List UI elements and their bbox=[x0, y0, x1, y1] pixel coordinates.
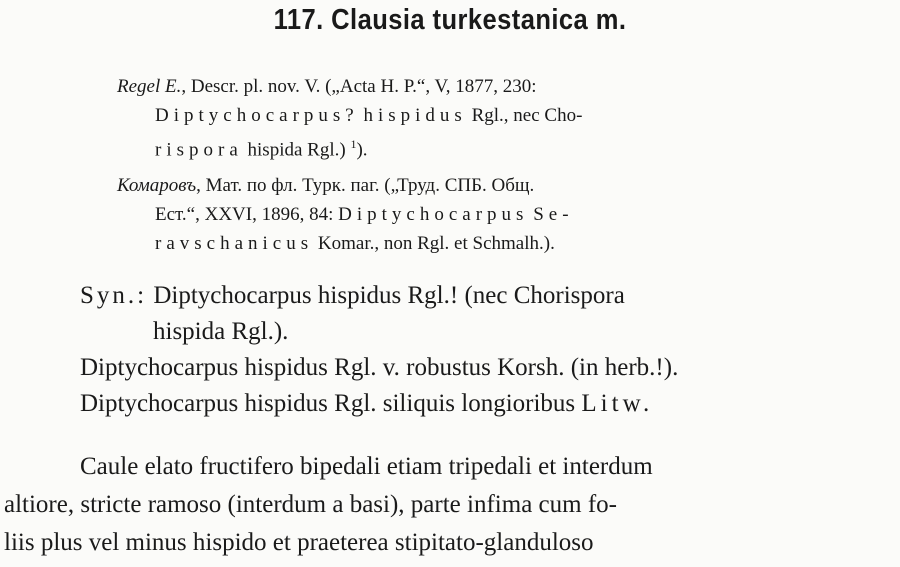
reference-komarov-line-2 bbox=[117, 200, 574, 229]
species-name: Se- bbox=[533, 204, 574, 225]
reference-komarov-line-1 bbox=[117, 171, 574, 200]
reference-regel-line-2 bbox=[117, 101, 582, 130]
synonym-author: Litw. bbox=[581, 390, 654, 417]
reference-regel-line-1 bbox=[117, 72, 582, 101]
reference-regel-line-3 bbox=[117, 130, 582, 159]
reference-author: Комаровъ bbox=[117, 175, 197, 196]
footnote-marker: 1 bbox=[350, 137, 357, 151]
species-name: ravschanicus bbox=[155, 233, 314, 254]
genus-name: Diptychocarpus bbox=[338, 204, 529, 225]
description-paragraph bbox=[4, 448, 894, 562]
synonym-line-3: Diptychocarpus hispidus Rgl. v. robustus Korsh. (in herb.!). bbox=[80, 354, 679, 381]
reference-komarov bbox=[117, 171, 574, 258]
synonyms-label: Syn.: bbox=[80, 282, 148, 309]
synonym-line-1 bbox=[80, 278, 678, 314]
species-heading: 117. Clausia turkestanica m. bbox=[273, 4, 627, 36]
species-name: hispidus bbox=[363, 105, 467, 126]
genus-name: Diptychocarpus? bbox=[155, 105, 359, 126]
reference-citation: Ест.“, XXVI, 1896, 84: bbox=[155, 204, 334, 225]
footnote-close: ). bbox=[356, 139, 368, 161]
reference-citation: , Descr. pl. nov. V. („Acta H. P.“, V, 1877, 230: bbox=[181, 76, 537, 97]
synonym-line-2: hispida Rgl.). bbox=[153, 318, 289, 345]
reference-note: Komar., non Rgl. et Schmalh.). bbox=[317, 233, 555, 254]
reference-citation: , Мат. по фл. Турк. паг. („Труд. СПБ. Общ. bbox=[196, 175, 535, 196]
reference-komarov-line-3 bbox=[117, 229, 574, 258]
synonym-text: Diptychocarpus hispidus Rgl.! (nec Chorispora bbox=[153, 282, 625, 309]
description-line-2: altiore, stricte ramoso (interdum a basi), parte infima cum fo- bbox=[4, 491, 617, 518]
synonym-line-4 bbox=[80, 386, 678, 422]
reference-regel bbox=[117, 72, 582, 159]
reference-note: hispida Rgl.) bbox=[247, 139, 346, 161]
reference-note: Rgl., nec Cho- bbox=[471, 105, 583, 126]
genus-name: rispora bbox=[155, 139, 243, 161]
synonym-text: Diptychocarpus hispidus Rgl. siliquis longioribus bbox=[80, 390, 576, 417]
description-line-3: liis plus vel minus hispido et praeterea stipitato-glanduloso bbox=[4, 529, 594, 556]
description-line-1: Caule elato fructifero bipedali etiam tripedali et interdum bbox=[80, 453, 653, 480]
reference-author: Regel E. bbox=[117, 76, 182, 97]
synonyms-block bbox=[80, 278, 678, 422]
